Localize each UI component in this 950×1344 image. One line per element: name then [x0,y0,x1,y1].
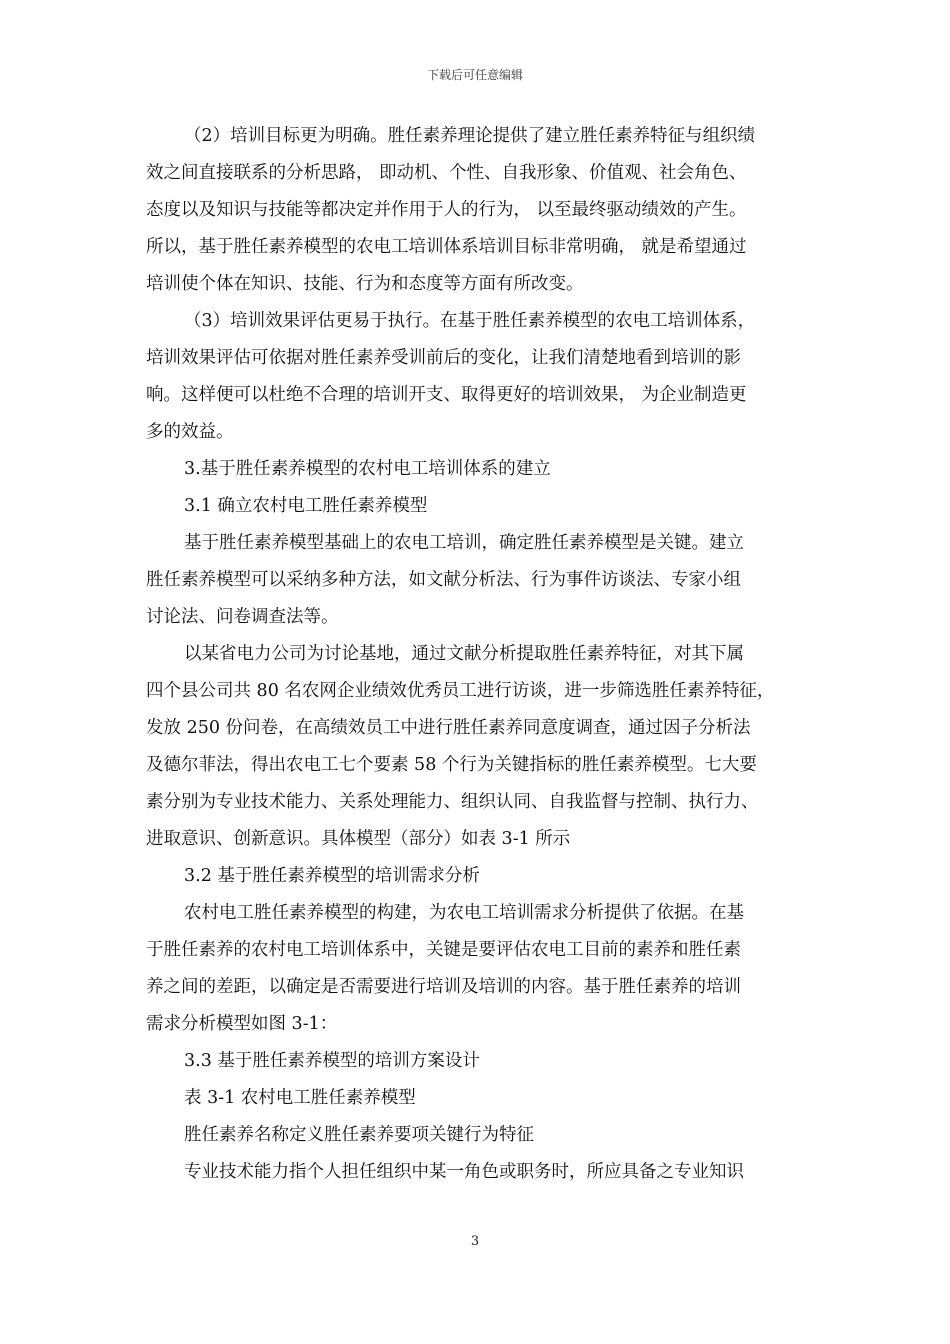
text-line: 素分别为专业技术能力、关系处理能力、组织认同、自我监督与控制、执行力、 [146,792,759,812]
text-line: 胜任素养名称定义胜任素养要项关键行为特征 [184,1125,534,1145]
text-line: 培训效果评估可依据对胜任素养受训前后的变化，让我们清楚地看到培训的影 [146,348,741,368]
text-line: 胜任素养模型可以采纳多种方法，如文献分析法、行为事件访谈法、专家小组 [146,570,741,590]
text-line: 效之间直接联系的分析思路， 即动机、个性、自我形象、价值观、社会角色、 [146,163,747,183]
document-body [146,118,811,1191]
text-line: 以某省电力公司为讨论基地，通过文献分析提取胜任素养特征，对其下属 [184,644,744,664]
text-line: 讨论法、问卷调查法等。 [146,607,339,627]
text-line: （2）培训目标更为明确。胜任素养理论提供了建立胜任素养特征与组织绩 [184,126,756,146]
text-line: 发放 250 份问卷，在高绩效员工中进行胜任素养同意度调查，通过因子分析法 [146,718,751,738]
page-number: 3 [470,1234,480,1249]
text-line: 3.1 确立农村电工胜任素养模型 [184,496,428,516]
page-header: 下载后可任意编辑 [426,68,523,82]
text-line: 进取意识、创新意识。具体模型（部分）如表 3-1 所示 [146,829,571,849]
text-line: 基于胜任素养模型基础上的农电工培训，确定胜任素养模型是关键。建立 [184,533,744,553]
text-line: 表 3-1 农村电工胜任素养模型 [184,1088,416,1108]
text-line: 培训使个体在知识、技能、行为和态度等方面有所改变。 [146,274,584,294]
text-line: 专业技术能力指个人担任组织中某一角色或职务时，所应具备之专业知识 [184,1162,744,1182]
text-line: 农村电工胜任素养模型的构建，为农电工培训需求分析提供了依据。在基 [184,903,744,923]
text-line: 多的效益。 [146,422,234,442]
text-line: 所以，基于胜任素养模型的农电工培训体系培训目标非常明确， 就是希望通过 [146,237,747,257]
text-line: 及德尔菲法，得出农电工七个要素 58 个行为关键指标的胜任素养模型。七大要 [146,755,757,775]
text-line: 于胜任素养的农村电工培训体系中，关键是要评估农电工目前的素养和胜任素 [146,940,741,960]
text-line: 态度以及知识与技能等都决定并作用于人的行为， 以至最终驱动绩效的产生。 [146,200,747,220]
text-line: 养之间的差距，以确定是否需要进行培训及培训的内容。基于胜任素养的培训 [146,977,741,997]
text-line: 3.基于胜任素养模型的农村电工培训体系的建立 [184,459,551,479]
text-line: （3）培训效果评估更易于执行。在基于胜任素养模型的农电工培训体系， [184,311,756,331]
text-line: 3.3 基于胜任素养模型的培训方案设计 [184,1051,480,1071]
text-line: 四个县公司共 80 名农网企业绩效优秀员工进行访谈，进一步筛选胜任素养特征， [146,681,775,701]
text-line: 3.2 基于胜任素养模型的培训需求分析 [184,866,480,886]
text-line: 响。这样便可以杜绝不合理的培训开支、取得更好的培训效果， 为企业制造更 [146,385,747,405]
text-line: 需求分析模型如图 3-1： [146,1014,338,1034]
